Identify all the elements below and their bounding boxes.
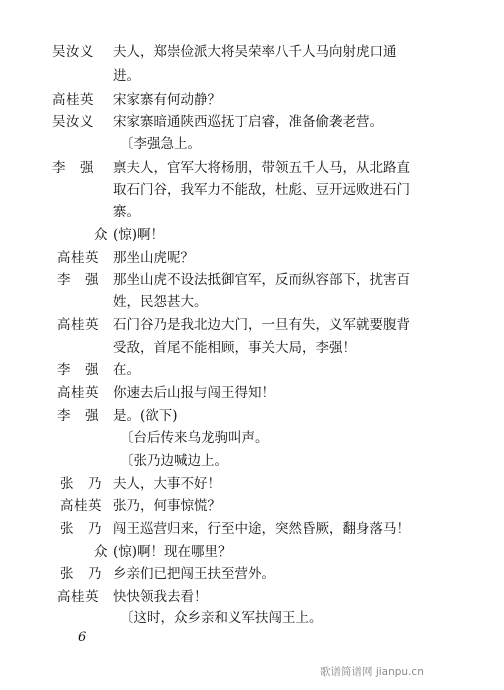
dialogue-text: 在。	[113, 362, 140, 378]
script-line	[0, 178, 504, 202]
script-line	[0, 110, 504, 134]
script-line	[0, 290, 504, 314]
speaker-name: 李 强	[57, 272, 99, 288]
dialogue-continuation: 取石门谷，我军力不能敌，杜彪、豆开远败进石门	[113, 182, 410, 198]
speaker-name: 高桂英	[57, 589, 99, 605]
speaker-name: 张 乃	[60, 476, 102, 492]
speaker-name: 李 强	[57, 362, 99, 378]
dialogue-text: 宋家寨暗通陕西巡抚丁启睿，准备偷袭老营。	[113, 114, 383, 130]
script-line	[0, 404, 504, 428]
dialogue-continuation: 寨。	[113, 204, 140, 220]
script-line	[0, 472, 504, 496]
watermark: 歌谱简谱网 jianpu.cn	[320, 666, 424, 678]
dialogue-text: 张乃，何事惊慌？	[113, 498, 221, 514]
stage-direction	[0, 426, 504, 450]
dialogue-text: 那坐山虎呢？	[113, 250, 194, 266]
speaker-name: 高桂英	[52, 92, 94, 108]
script-line	[0, 494, 504, 518]
speaker-name: 高桂英	[57, 250, 99, 266]
script-line	[0, 88, 504, 112]
speaker-name: 李 强	[57, 408, 99, 424]
dialogue-text: (惊)啊！	[113, 227, 165, 243]
stage-direction-text: 〔张乃边喊边上。	[120, 453, 228, 469]
script-line	[0, 517, 504, 541]
stage-direction	[0, 449, 504, 473]
dialogue-continuation: 进。	[113, 68, 140, 84]
script-line	[0, 223, 504, 247]
dialogue-text: 禀夫人，官军大将杨朋，带领五千人马，从北路直	[113, 160, 410, 176]
dialogue-continuation: 受敌，首尾不能相顾，事关大局，李强！	[113, 340, 356, 356]
dialogue-text: 夫人，郑崇俭派大将吴荣率八千人马向射虎口通	[113, 44, 397, 60]
stage-direction	[0, 606, 504, 630]
stage-direction	[0, 132, 504, 156]
speaker-name: 李 强	[52, 160, 94, 176]
speaker-name: 张 乃	[60, 566, 102, 582]
dialogue-text: 你速去后山报与闯王得知！	[113, 385, 275, 401]
dialogue-text: 闯王巡营归来，行至中途，突然昏厥，翻身落马！	[113, 521, 410, 537]
stage-direction-text: 〔台后传来乌龙驹叫声。	[120, 430, 269, 446]
speaker-name: 高桂英	[60, 498, 102, 514]
dialogue-continuation: 姓，民怨甚大。	[113, 294, 208, 310]
script-line	[0, 268, 504, 292]
script-line	[0, 40, 504, 64]
dialogue-text: 是。(欲下)	[113, 408, 178, 424]
speaker-name: 吴汝义	[52, 44, 94, 60]
speaker-name: 吴汝义	[52, 114, 94, 130]
dialogue-text: 那坐山虎不设法抵御官军，反而纵容部下，扰害百	[113, 272, 410, 288]
script-line	[0, 336, 504, 360]
script-line	[0, 381, 504, 405]
script-line	[0, 313, 504, 337]
script-line	[0, 156, 504, 180]
speaker-name: 众	[94, 544, 108, 560]
speaker-name: 众	[94, 227, 108, 243]
dialogue-text: 夫人，大事不好！	[113, 476, 221, 492]
script-line	[0, 200, 504, 224]
stage-direction-text: 〔李强急上。	[120, 136, 201, 152]
script-line	[0, 358, 504, 382]
script-line	[0, 246, 504, 270]
script-line	[0, 64, 504, 88]
dialogue-text: 乡亲们已把闯王扶至营外。	[113, 566, 275, 582]
dialogue-text: 宋家寨有何动静？	[113, 92, 221, 108]
script-line	[0, 540, 504, 564]
dialogue-text: 石门谷乃是我北边大门，一旦有失，义军就要腹背	[113, 317, 410, 333]
dialogue-text: (惊)啊！现在哪里？	[113, 544, 232, 560]
speaker-name: 张 乃	[60, 521, 102, 537]
script-line	[0, 562, 504, 586]
stage-direction-text: 〔这时，众乡亲和义军扶闯王上。	[120, 610, 323, 626]
page-number: 6	[78, 630, 87, 645]
speaker-name: 高桂英	[57, 317, 99, 333]
dialogue-text: 快快领我去看！	[113, 589, 208, 605]
speaker-name: 高桂英	[57, 385, 99, 401]
